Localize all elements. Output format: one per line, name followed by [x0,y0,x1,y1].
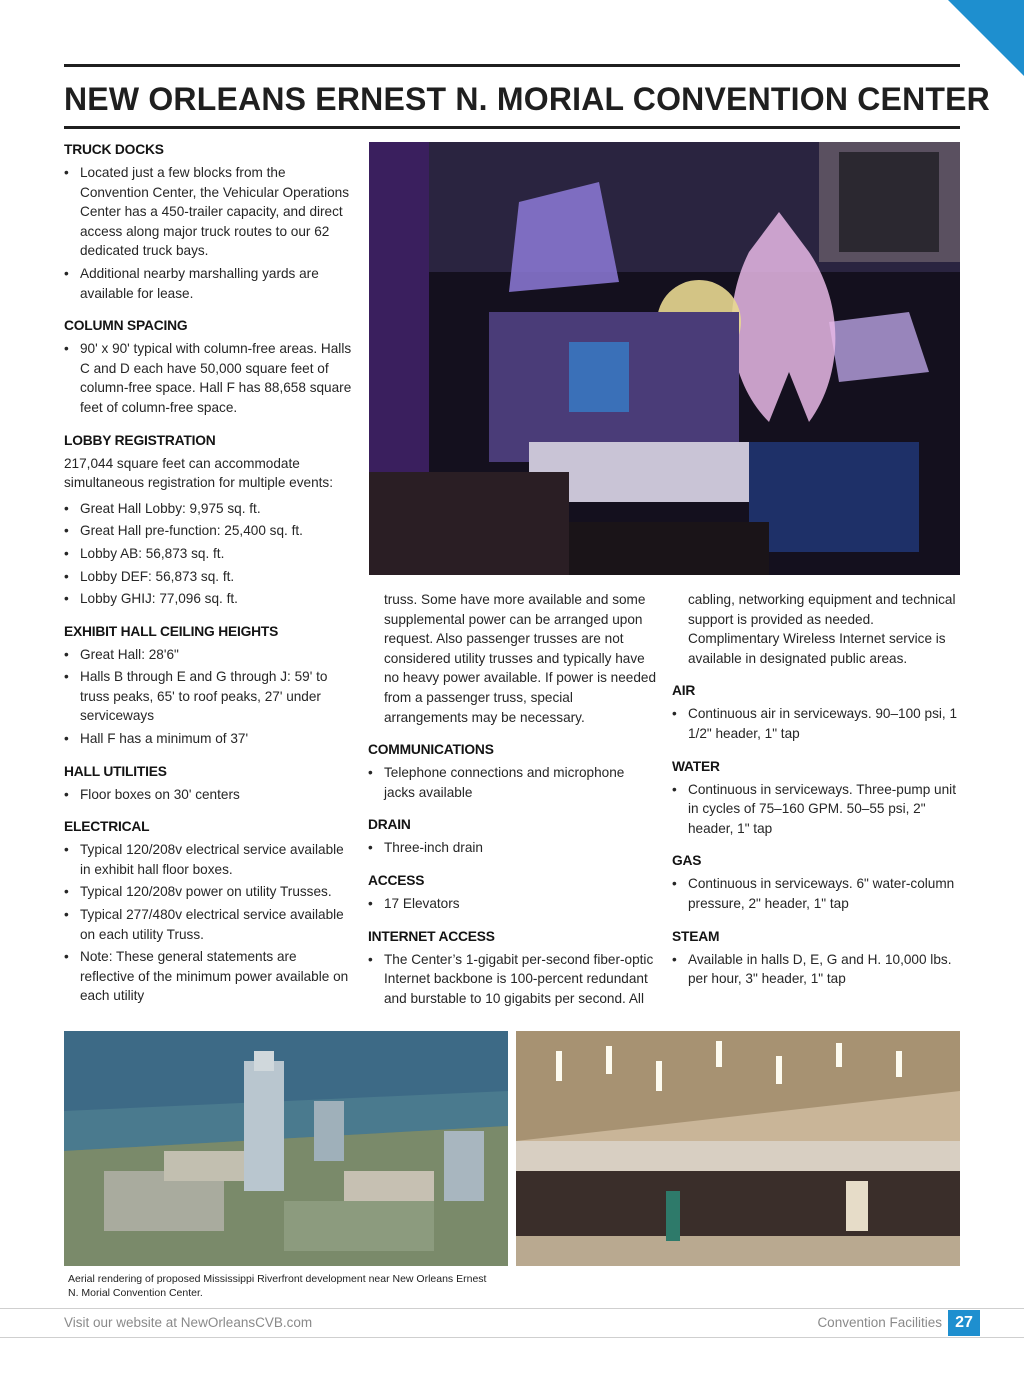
list-item: • Continuous in serviceways. Three-pump unit in cycles of 75–160 GPM. 50–55 psi, 2" header, 1" tap [672,780,962,839]
section-ceiling-heights [64,623,354,749]
list-item: • Great Hall Lobby: 9,975 sq. ft. [64,499,354,519]
list-item: • Great Hall: 28'6" [64,645,354,665]
list-item: • Additional nearby marshalling yards are available for lease. [64,264,354,303]
list-item: • Typical 120/208v electrical service available in exhibit hall floor boxes. [64,840,354,879]
section-hall-utilities [64,763,354,805]
great-hall-reception-photo [516,1031,960,1266]
list-item: • 17 Elevators [368,894,658,914]
section-gas [672,852,962,913]
list-item: • Continuous in serviceways. 6" water-column pressure, 2" header, 1" tap [672,874,962,913]
section-heading: TRUCK DOCKS [64,142,164,157]
list-item: • Located just a few blocks from the Convention Center, the Vehicular Operations Center has a 450-trailer capacity, and direct access along major truck routes to our 62 dedicated truck bays. [64,163,354,261]
list-item: • Lobby AB: 56,873 sq. ft. [64,544,354,564]
section-access [368,872,658,914]
section-electrical [64,818,354,1006]
column-left [64,141,354,1020]
section-electrical-continued [368,590,658,727]
photo-caption: Aerial rendering of proposed Mississippi Riverfront development near New Orleans Ernest N. Morial Convention Center. [68,1273,487,1299]
column-right [672,590,962,1003]
section-water [672,758,962,839]
section-steam [672,928,962,989]
list-item: • Lobby DEF: 56,873 sq. ft. [64,567,354,587]
section-truck-docks [64,141,354,303]
list-item: • Lobby GHIJ: 77,096 sq. ft. [64,589,354,609]
page-title: NEW ORLEANS ERNEST N. MORIAL CONVENTION CENTER [64,81,990,117]
section-heading: DRAIN [368,817,411,833]
title-bottom-rule [64,126,960,129]
section-internet-continued [672,590,962,668]
section-heading: INTERNET ACCESS [368,928,495,944]
section-heading: COLUMN SPACING [64,318,188,334]
section-heading: HALL UTILITIES [64,763,167,779]
list-item: • Hall F has a minimum of 37' [64,729,354,749]
section-drain [368,816,658,858]
list-item: • 90' x 90' typical with column-free areas. Halls C and D each have 50,000 square feet of column-free space. Hall F has 88,658 square feet of column-free space. [64,339,354,417]
aerial-rendering-photo [64,1031,508,1266]
section-air [672,682,962,743]
section-heading: COMMUNICATIONS [368,742,494,758]
footer-top-rule [0,1308,1024,1309]
section-communications [368,741,658,802]
section-intro: 217,044 square feet can accommodate simultaneous registration for multiple events: [64,455,333,491]
section-lobby-registration [64,432,354,609]
section-heading: AIR [672,683,696,699]
footer-bottom-rule [0,1337,1024,1338]
column-middle [368,590,658,1022]
section-heading: EXHIBIT HALL CEILING HEIGHTS [64,623,279,639]
section-heading: ELECTRICAL [64,819,150,835]
section-heading: WATER [672,758,720,774]
continued-text: cabling, networking equipment and technical support is provided as needed. Complimentary Wireless Internet service is available in designated public areas. [688,592,956,666]
section-heading: STEAM [672,928,720,944]
list-item: • Halls B through E and G through J: 59' to truss peaks, 65' to roof peaks, 27' under serviceways [64,667,354,726]
list-item: • Three-inch drain [368,838,658,858]
section-column-spacing [64,317,354,417]
list-item: • Continuous air in serviceways. 90–100 psi, 1 1/2" header, 1" tap [672,704,962,743]
section-heading: GAS [672,853,702,869]
continued-text: truss. Some have more available and some supplemental power can be arranged upon request. Also passenger trusses are not considered utility trusses and typically have no heavy power available. If power is needed from a passenger truss, special arrangements may be necessary. [384,592,657,725]
list-item: • Great Hall pre-function: 25,400 sq. ft. [64,521,354,541]
list-item: • Typical 277/480v electrical service available on each utility Truss. [64,905,354,944]
footer-website: Visit our website at NewOrleansCVB.com [64,1315,313,1330]
mardi-gras-float-photo [369,142,960,575]
list-item: • Note: These general statements are reflective of the minimum power available on each utility [64,947,354,1006]
footer-section-name: Convention Facilities [817,1315,942,1330]
list-item: • Telephone connections and microphone jacks available [368,763,658,802]
list-item: • The Center’s 1-gigabit per-second fiber-optic Internet backbone is 100-percent redundant and burstable to 10 gigabits per second. All [368,950,658,1009]
list-item: • Available in halls D, E, G and H. 10,000 lbs. per hour, 3" header, 1" tap [672,950,962,989]
section-internet-access [368,928,658,1009]
list-item: • Floor boxes on 30' centers [64,785,354,805]
page-number: 27 [948,1310,980,1336]
section-heading: LOBBY REGISTRATION [64,432,216,448]
list-item: • Typical 120/208v power on utility Trusses. [64,882,354,902]
title-top-rule [64,64,960,67]
section-heading: ACCESS [368,872,425,888]
